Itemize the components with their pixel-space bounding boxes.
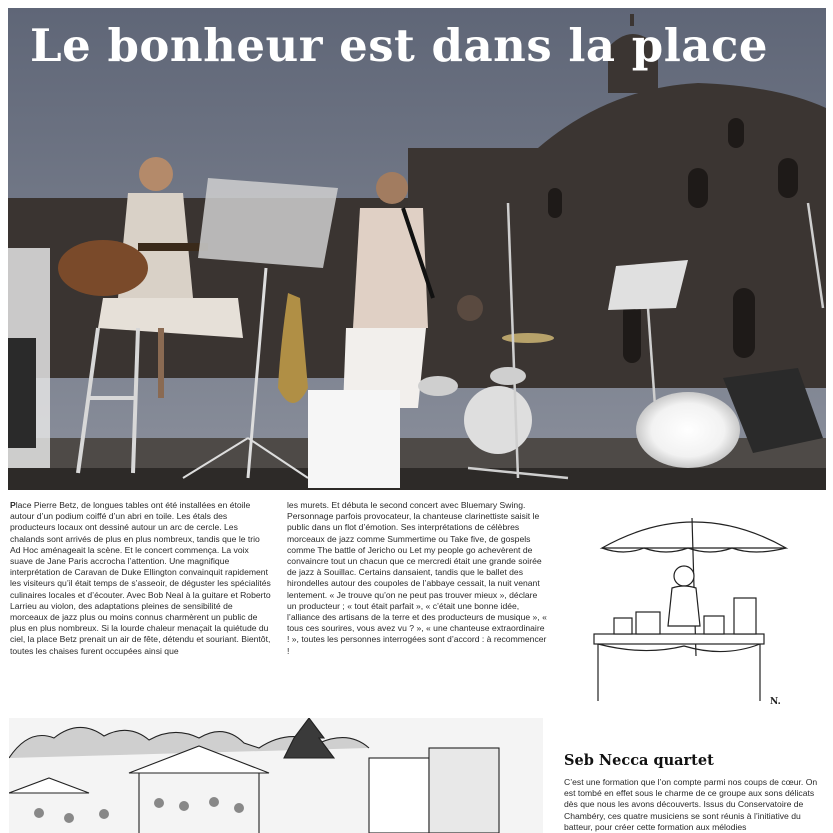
concert-scene <box>8 8 826 490</box>
column-2-text: les murets. Et débuta le second concert avec Bluemary Swing. Personnage parfois provocateur, la chanteuse clarinettiste saisit le public dans un flot d’émotion. Ses interprétations de célèbres morceaux de jazz comme Summertime ou Take five, de gospels comme The battle of Jericho ou Let my people go achevèrent de convaincre tout un chacun que ce mercredi était une grande soirée de jazz à Souillac. Certains dansaient, tandis que le ballet des hirondelles autour des coupoles de l’abbaye cessait, la nuit venant lentement. « Je trouve qu’on ne peut pas trouver mieux », déclare un producteur ; « tout était parfait », « c’était une bonne idée, l’alliance des artisans de la terre et des producteurs de musique », « tous ces sourires, vous avez vu ? », « une chanteuse extraordinaire ! », toutes les personnes interrogées sont d’accord : à recommencer ! <box>287 500 547 656</box>
sidebar-article <box>564 752 822 833</box>
article-column-2 <box>287 500 549 657</box>
vendor-illustration <box>584 506 802 716</box>
market-illustration <box>9 718 543 833</box>
article-column-1 <box>10 500 272 657</box>
article-headline: Le bonheur est dans la place <box>30 19 768 72</box>
column-1-text: Place Pierre Betz, de longues tables ont été installées en étoile autour d’un podium coiffé d’un abri en toile. Les étals des producteurs locaux ont dessiné autour un arc de cercle. Les chalands sont arrivés de plus en plus nombreux, tandis que le trio Ad Hoc aménageait la scène. Et le concert commença. La voix suave de Jane Paris accrocha l’attention. Une magnifique interprétation de Caravan de Duke Ellington convainquit rapidement les visiteurs qu’il était temps de s’asseoir, de déguster les spécialités culinaires locales et d’écouter. Avec Bob Neal à la guitare et Roberto Larrieu au violon, des adaptations pleines de sensibilité de morceaux de jazz plus ou moins connus charmèrent un public de plus en plus nombreux. Si la lourde chaleur menaçait la quiétude du ciel, la place Betz prenait un air de fête, détendu et souriant. Bientôt, toutes les chaises furent occupées ainsi que <box>10 500 271 656</box>
sidebar-text: C’est une formation que l’on compte parmi nos coups de cœur. On est tombé en effet sous le charme de ce groupe aux sons délicats dès que nous les avons découverts. Issus du Conservatoire de Chambéry, ces quatre musiciens se sont réunis à l’initiative du batteur, pour créer cette formation aux mélodies <box>564 777 818 832</box>
sidebar-title: Seb Necca quartet <box>564 752 714 769</box>
illustrator-signature: N. <box>770 697 781 707</box>
concert-photo <box>8 8 826 490</box>
drop-cap: P <box>10 500 16 510</box>
